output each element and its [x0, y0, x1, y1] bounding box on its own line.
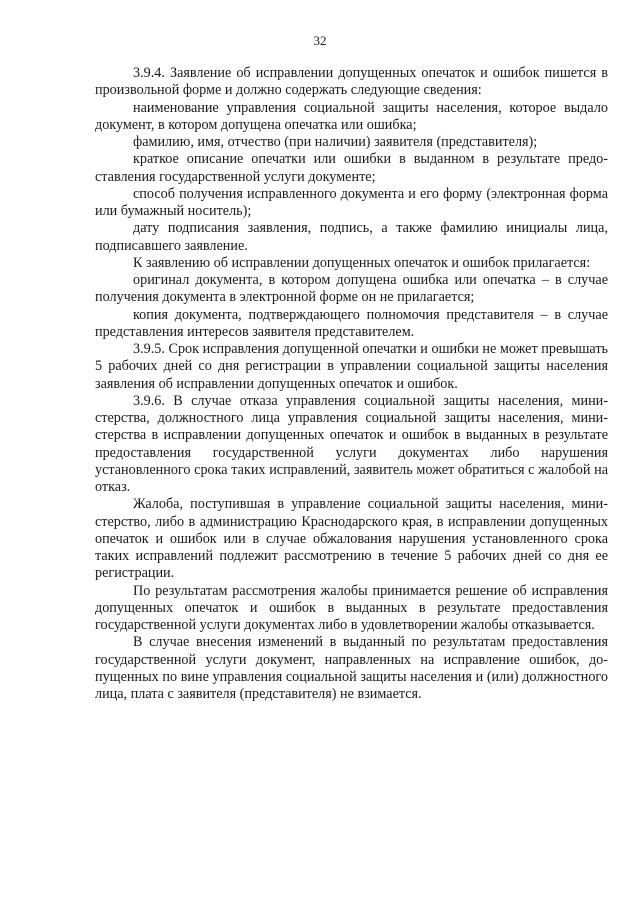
- paragraph-complaint: Жалоба, поступившая в управление социальной защиты населения, министерство, либо в администрацию Краснодарского края, в исправлении допущенных опечаток и ошибок или в случае обжалования нарушения установленного срока таких исправлений подлежит рассмотрению в течение 5 рабочих дней со дня ее регистрации.: [95, 496, 608, 582]
- paragraph-attachment-power-of-attorney: копия документа, подтверждающего полномочия представителя – в случае представления интересов заявителя представителем.: [95, 306, 608, 340]
- paragraph-item-error-description: краткое описание опечатки или ошибки в выданном в результате предоставления государственной услуги документе;: [95, 151, 608, 185]
- paragraph-complaint-result: По результатам рассмотрения жалобы принимается решение об исправления допущенных опечаток и ошибок в выданных в результате предоставления государственной услуги документах либо в удовлетворении жалобы отказывается.: [95, 582, 608, 633]
- paragraph-3-9-4: 3.9.4. Заявление об исправлении допущенных опечаток и ошибок пишется в произвольной форме и должно содержать следующие сведения:: [95, 65, 608, 99]
- document-body: [95, 65, 608, 703]
- paragraph-no-fee: В случае внесения изменений в выданный по результатам предоставления государственной услуги документ, направленных на исправление ошибок, допущенных по вине управления социальной защиты населения и (или) должностного лица, плата с заявителя (представителя) не взимается.: [95, 634, 608, 702]
- paragraph-item-applicant-name: фамилию, имя, отчество (при наличии) заявителя (представителя);: [133, 134, 538, 150]
- paragraph-attachments-intro: К заявлению об исправлении допущенных опечаток и ошибок прилагается:: [133, 254, 591, 271]
- paragraph-item-agency-name: наименование управления социальной защиты населения, которое выдало документ, в котором допущена опечатка или ошибка;: [95, 99, 608, 133]
- paragraph-item-delivery-method: способ получения исправленного документа и его форму (электронная форма или бумажный носитель);: [95, 185, 608, 219]
- paragraph-3-9-6: 3.9.6. В случае отказа управления социальной защиты населения, министерства, должностного лица управления социальной защиты населения, министерства в исправлении допущенных опечаток и ошибок в выданных в результате предоставления государственной услуги документах либо нарушения установленного срока таких исправлений, заявитель может обратиться с жалобой на отказ.: [95, 392, 608, 495]
- page-number: 32: [313, 33, 327, 48]
- paragraph-item-signature-date: дату подписания заявления, подпись, а также фамилию инициалы лица, подписавшего заявление.: [95, 220, 608, 254]
- paragraph-attachment-original: оригинал документа, в котором допущена ошибка или опечатка – в случае получения документа в электронной форме он не прилагается;: [95, 272, 608, 306]
- paragraph-3-9-5: 3.9.5. Срок исправления допущенной опечатки и ошибки не может превышать 5 рабочих дней со дня регистрации в управлении социальной защиты населения заявления об исправлении допущенных опечаток и ошибок.: [95, 341, 608, 392]
